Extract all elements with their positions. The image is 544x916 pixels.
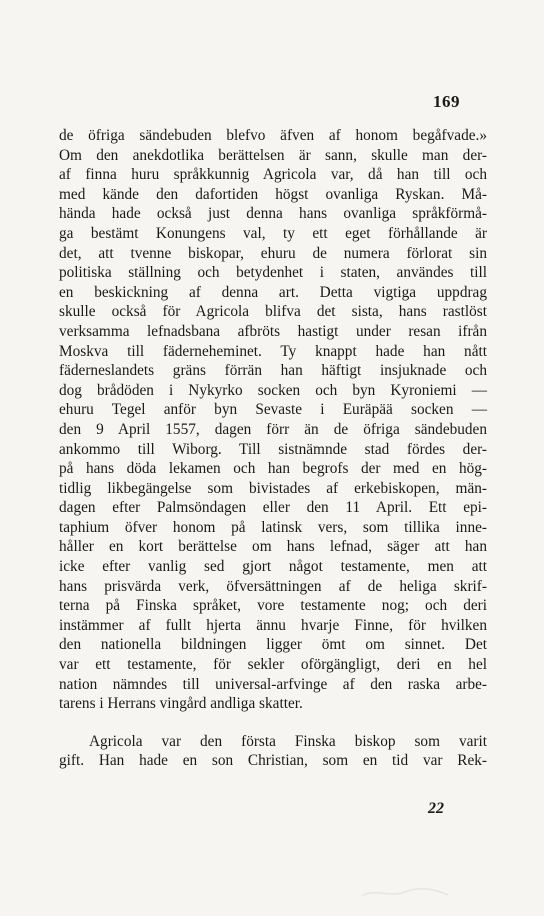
text-line: på hans döda lekamen och han begrofs der med en hög- [59, 460, 487, 478]
paragraph-2 [59, 732, 487, 771]
text-line: ehuru Tegel anför byn Sevaste i Euräpää socken — [59, 401, 487, 419]
text-line: den 9 April 1557, dagen förr än de öfriga sändebuden [59, 420, 487, 438]
text-line: ankommo till Wiborg. Till sistnämnde stad fördes der- [59, 440, 487, 458]
text-line: instämmer af fullt hjerta ännu hvarje Finne, för hvilken [59, 616, 487, 634]
text-line: var ett testamente, för sekler oförgängligt, deri en hel [59, 656, 487, 674]
text-line: Agricola var den första Finska biskop som varit [89, 732, 487, 750]
signature-mark: 22 [428, 800, 444, 817]
text-line: dog brådöden i Nykyrko socken och byn Kyroniemi — [59, 381, 487, 399]
text-line: taphium öfver honom på latinsk vers, som tillika inne- [59, 518, 487, 536]
text-line: fäderneslandets gräns förrän han häftigt insjuknade och [59, 362, 487, 380]
text-line: tidlig likbegängelse som bivistades af erkebiskopen, män- [59, 479, 487, 497]
text-line: hända hade också just denna hans ovanliga språkförmå- [59, 205, 487, 223]
paragraph-gap [59, 714, 487, 732]
text-line: af finna huru språkkunnig Agricola var, då han till och [59, 166, 487, 184]
text-line: dagen efter Palmsöndagen eller den 11 April. Ett epi- [59, 499, 487, 517]
text-line: de öfriga sändebuden blefvo äfven af honom begåfvade.» [59, 127, 487, 144]
text-line: hans prisvärda verk, öfversättningen af de heliga skrif- [59, 577, 487, 595]
text-line: icke efter vanlig sed gjort något testamente, men att [59, 558, 487, 576]
body-text [59, 126, 487, 771]
text-line: nation nämndes till universal-arfvinge af den raska arbe- [59, 675, 487, 693]
text-line: ga bestämt Konungens val, ty ett eget förhållande är [59, 224, 487, 242]
paragraph-1 [59, 126, 487, 714]
page-number: 169 [433, 92, 460, 111]
text-line: Om den anekdotlika berättelsen är sann, skulle man der- [59, 146, 487, 164]
text-line: tarens i Herrans vingård andliga skatter. [59, 695, 303, 713]
text-line: verksamma lefnadsbana afbröts hastigt under resan ifrån [59, 322, 487, 340]
text-line: det, att tvenne biskopar, ehuru de numera förlorat sin [59, 244, 487, 262]
text-line: den nationella bildningen ligger ömt om sinnet. Det [59, 636, 487, 654]
text-line: med kände den dafortiden högst ovanliga Ryskan. Må- [59, 185, 487, 203]
text-line: skulle också för Agricola blifva det sista, hans rastlöst [59, 303, 487, 321]
text-line: politiska ställning och betydenhet i staten, användes till [59, 264, 487, 282]
text-line: gift. Han hade en son Christian, som en tid var Rek- [59, 752, 487, 770]
text-line: terna på Finska språket, vore testamente nog; och deri [59, 597, 487, 615]
text-line: en beskickning af denna art. Detta vigtiga uppdrag [59, 283, 487, 301]
text-line: Moskva till fäderneheminet. Ty knappt hade han nått [59, 342, 487, 360]
library-stamp [360, 886, 450, 900]
text-line: håller en kort berättelse om hans lefnad, säger att han [59, 538, 487, 556]
